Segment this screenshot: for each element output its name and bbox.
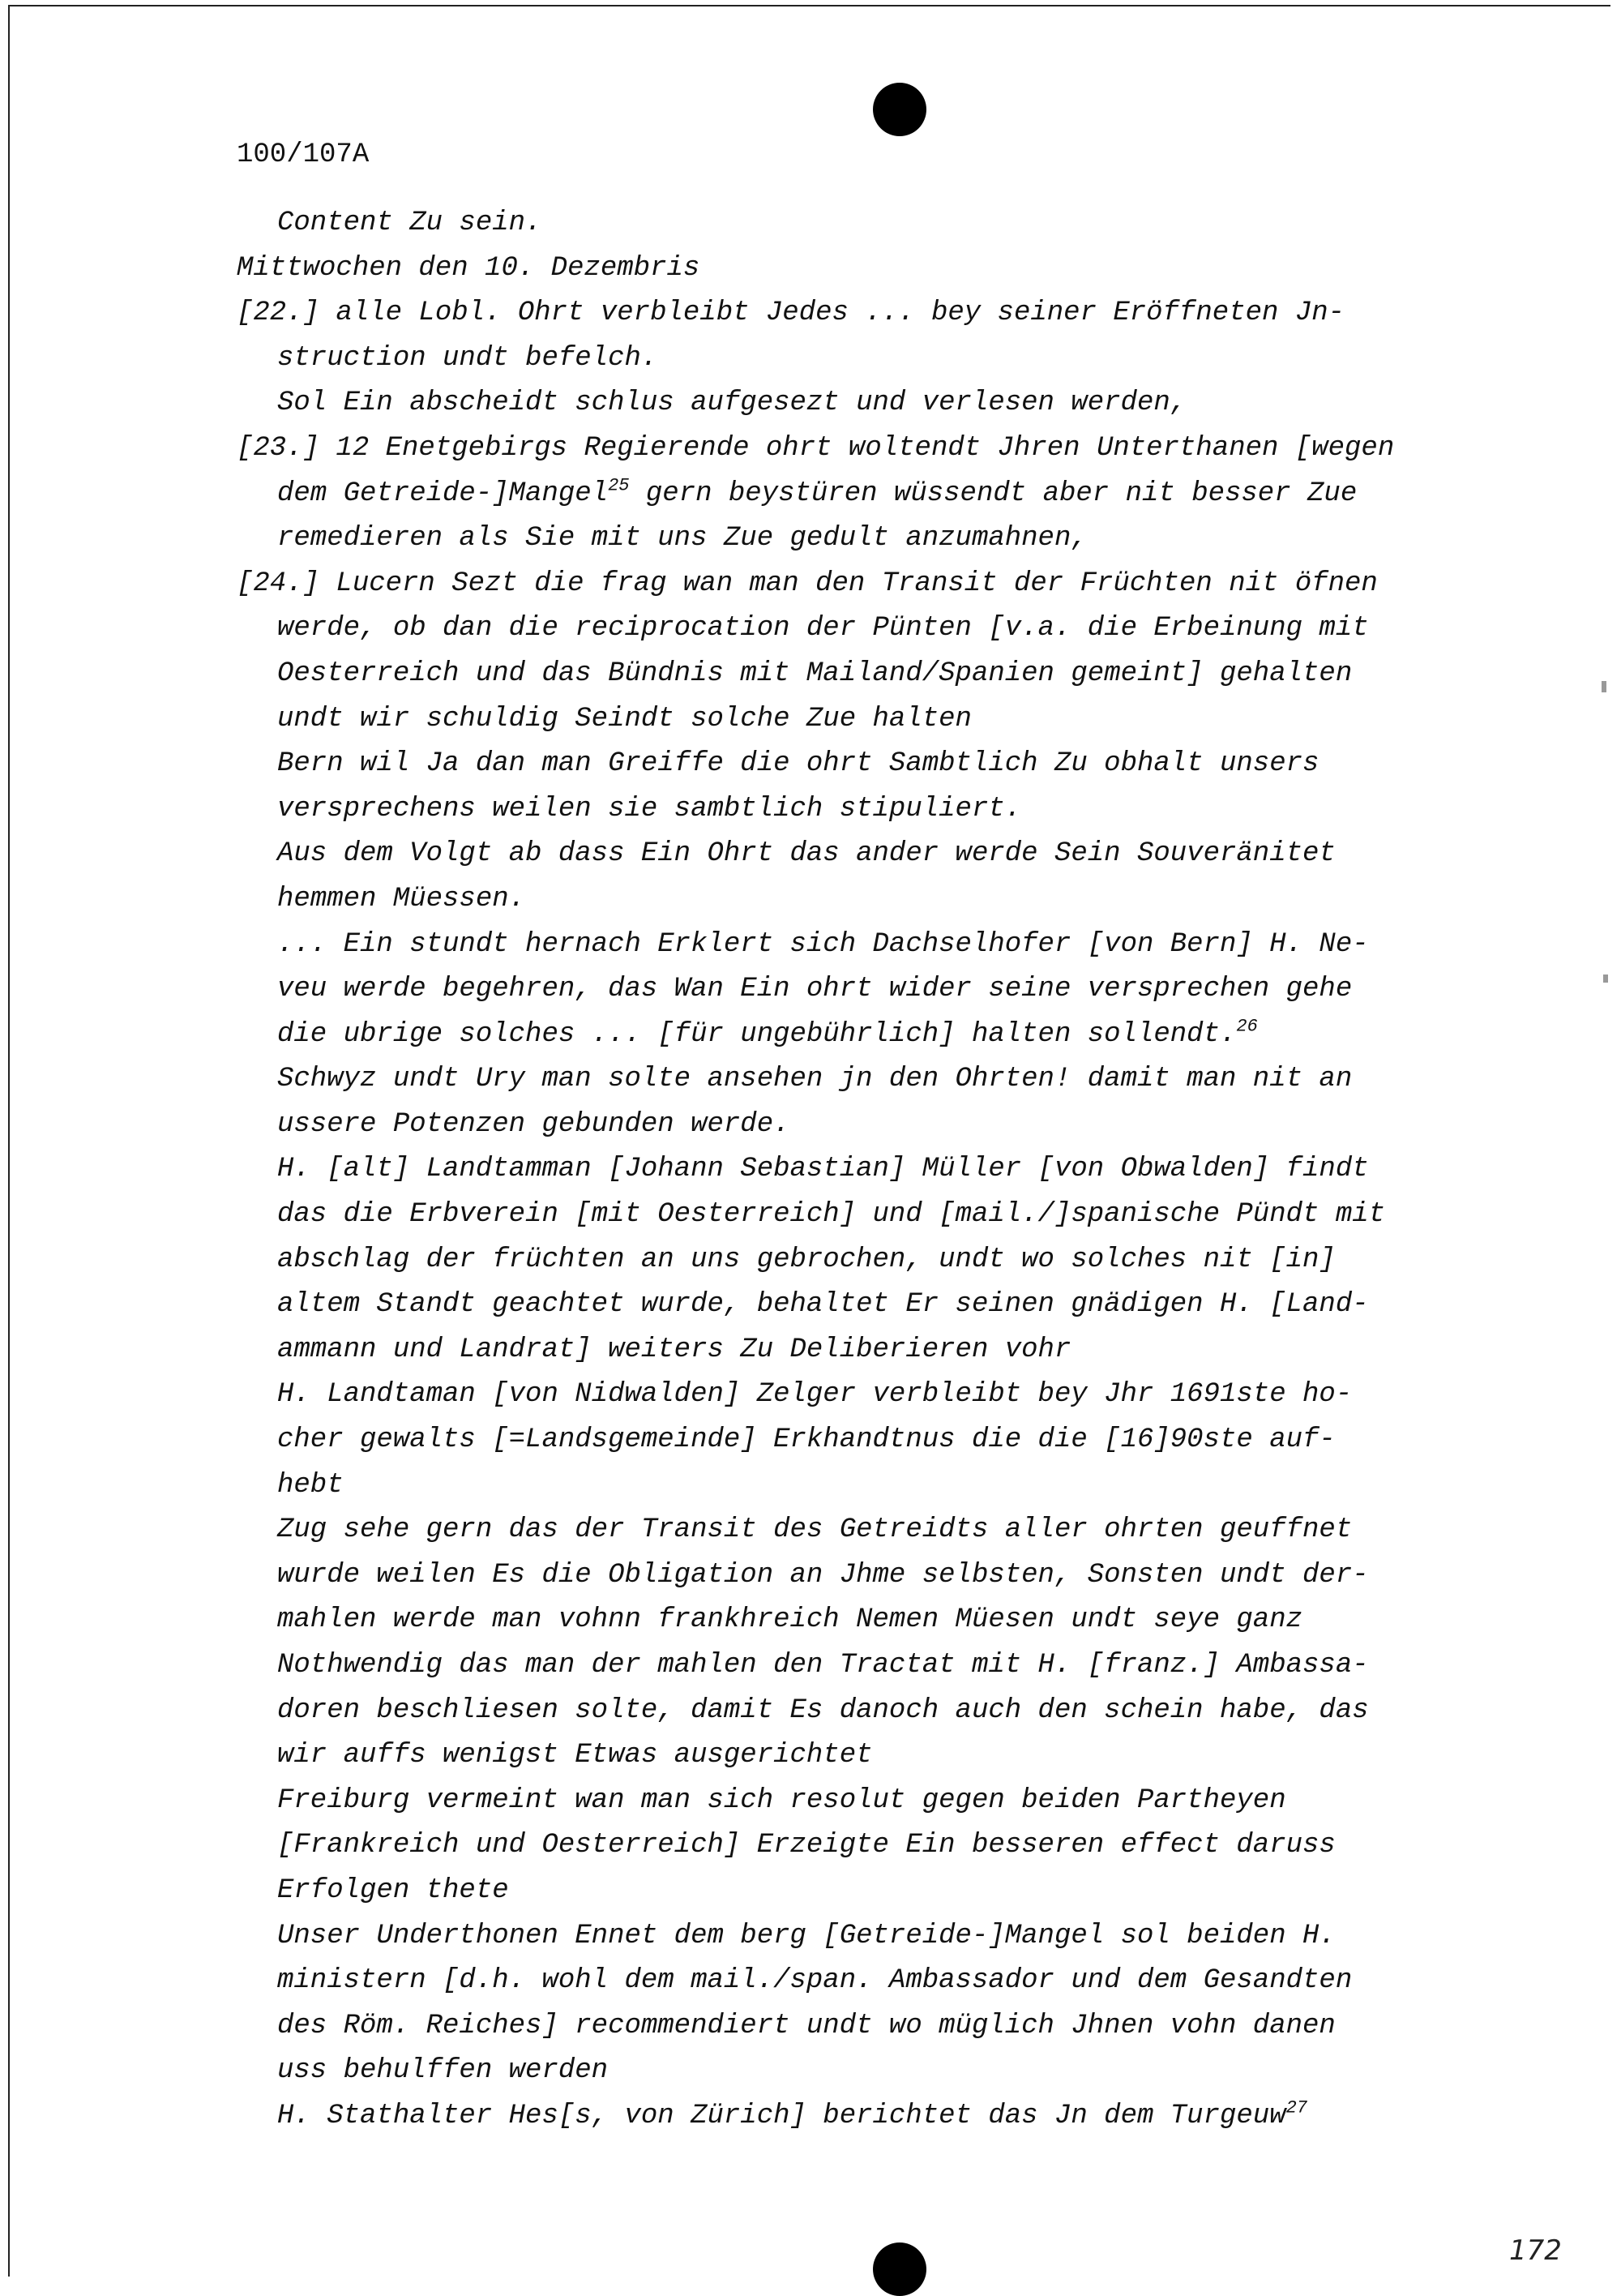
- line-text: veu werde begehren, das Wan Ein ohrt wider seine versprechen gehe: [277, 974, 1353, 1005]
- text-line: [237, 652, 1485, 697]
- text-line: [237, 1689, 1485, 1734]
- text-line: [237, 1373, 1485, 1418]
- footnote-marker: 25: [608, 475, 630, 496]
- document-reference: 100/107A: [237, 139, 370, 170]
- text-line: [237, 1508, 1485, 1553]
- text-line: [237, 1238, 1485, 1283]
- footnote-marker: 26: [1236, 1016, 1258, 1037]
- text-line: [237, 1823, 1485, 1869]
- text-line: [237, 832, 1485, 877]
- footnote-marker: 27: [1285, 2097, 1308, 2118]
- text-line: [237, 1103, 1485, 1148]
- text-line: [237, 1418, 1485, 1463]
- line-text: H. Landtaman [von Nidwalden] Zelger verbleibt bey Jhr 1691ste ho-: [277, 1379, 1353, 1411]
- text-line: [237, 606, 1485, 652]
- text-line: [237, 472, 1485, 517]
- text-line: [237, 562, 1485, 607]
- transcription-body: [237, 201, 1485, 2140]
- line-text: undt wir schuldig Seindt solche Zue halten: [277, 703, 972, 735]
- text-line: [237, 1914, 1485, 1960]
- text-line: [237, 2004, 1485, 2050]
- line-text: die ubrige solches ... [für ungebührlich] halten sollendt.: [277, 1018, 1237, 1050]
- text-line: [237, 1643, 1485, 1689]
- line-text: Schwyz undt Ury man solte ansehen jn den Ohrten! damit man nit an: [277, 1064, 1353, 1095]
- line-text: [22.] alle Lobl. Ohrt verbleibt Jedes ... bey seiner Eröffneten Jn-: [237, 298, 1345, 329]
- line-text: uss behulffen werden: [277, 2055, 609, 2087]
- line-text: abschlag der früchten an uns gebrochen, undt wo solches nit [in]: [277, 1244, 1336, 1275]
- line-text: Mittwochen den 10. Dezembris: [237, 252, 700, 284]
- text-line: [237, 1869, 1485, 1914]
- line-text: Bern wil Ja dan man Greiffe die ohrt Sambtlich Zu obhalt unsers: [277, 748, 1319, 780]
- line-text: Erfolgen thete: [277, 1874, 509, 1906]
- line-text: Aus dem Volgt ab dass Ein Ohrt das ander werde Sein Souveränitet: [277, 838, 1336, 870]
- line-text: ammann und Landrat] weiters Zu Deliberieren vohr: [277, 1334, 1071, 1365]
- text-line: [237, 1733, 1485, 1779]
- line-text: versprechens weilen sie sambtlich stipuliert.: [277, 793, 1022, 825]
- text-line: [237, 742, 1485, 787]
- text-line: [237, 516, 1485, 562]
- text-line: [237, 877, 1485, 923]
- text-line: [237, 1193, 1485, 1238]
- text-line: [237, 1147, 1485, 1193]
- text-line: [237, 1283, 1485, 1328]
- line-text: [Frankreich und Oesterreich] Erzeigte Ein besseren effect daruss: [277, 1830, 1336, 1861]
- line-text: remedieren als Sie mit uns Zue gedult anzumahnen,: [277, 523, 1088, 555]
- line-text: mahlen werde man vohnn frankhreich Nemen Müesen undt seye ganz: [277, 1604, 1303, 1636]
- text-line: [237, 1779, 1485, 1824]
- text-line: [237, 1598, 1485, 1643]
- line-text: ... Ein stundt hernach Erklert sich Dachselhofer [von Bern] H. Ne-: [277, 928, 1369, 960]
- folio-number: 172: [1509, 2234, 1562, 2267]
- punch-hole-top: [873, 83, 926, 136]
- line-text: Unser Underthonen Ennet dem berg [Getreide-]Mangel sol beiden H.: [277, 1920, 1336, 1951]
- text-line: [237, 1057, 1485, 1103]
- text-line: [237, 246, 1485, 292]
- line-text: ussere Potenzen gebunden werde.: [277, 1108, 790, 1140]
- line-text: [24.] Lucern Sezt die frag wan man den Transit der Früchten nit öfnen: [237, 568, 1378, 599]
- text-line: [237, 336, 1485, 382]
- text-line: [237, 1463, 1485, 1509]
- line-text: wurde weilen Es die Obligation an Jhme selbsten, Sonsten undt der-: [277, 1559, 1369, 1591]
- line-text: H. Stathalter Hes[s, von Zürich] berichtet das Jn dem Turgeuw: [277, 2100, 1286, 2131]
- text-line: [237, 1013, 1485, 1058]
- line-text: Freiburg vermeint wan man sich resolut gegen beiden Partheyen: [277, 1784, 1286, 1816]
- text-line: [237, 381, 1485, 426]
- line-text: struction undt befelch.: [277, 342, 658, 374]
- line-text: dem Getreide-]Mangel: [277, 478, 609, 509]
- line-text: wir auffs wenigst Etwas ausgerichtet: [277, 1740, 873, 1771]
- line-text: H. [alt] Landtamman [Johann Sebastian] Müller [von Obwalden] findt: [277, 1154, 1369, 1185]
- line-text: Oesterreich und das Bündnis mit Mailand/Spanien gemeint] gehalten: [277, 658, 1353, 689]
- text-line: [237, 291, 1485, 336]
- line-text: ministern [d.h. wohl dem mail./span. Ambassador und dem Gesandten: [277, 1965, 1353, 1997]
- text-line: [237, 2094, 1485, 2140]
- text-line: [237, 426, 1485, 472]
- text-line: [237, 787, 1485, 833]
- line-text: Sol Ein abscheidt schlus aufgesezt und verlesen werden,: [277, 388, 1187, 419]
- text-line: [237, 697, 1485, 743]
- line-text: doren beschliesen solte, damit Es danoch auch den schein habe, das: [277, 1694, 1369, 1726]
- scan-speck: [1603, 975, 1608, 983]
- line-text: hebt: [277, 1469, 344, 1501]
- line-text-continued: gern beystüren wüssendt aber nit besser Zue: [629, 478, 1358, 509]
- line-text: [23.] 12 Enetgebirgs Regierende ohrt woltendt Jhren Unterthanen [wegen: [237, 432, 1395, 464]
- text-line: [237, 2049, 1485, 2094]
- text-line: [237, 923, 1485, 968]
- line-text: cher gewalts [=Landsgemeinde] Erkhandtnus die die [16]90ste auf-: [277, 1424, 1336, 1456]
- line-text: werde, ob dan die reciprocation der Pünten [v.a. die Erbeinung mit: [277, 613, 1369, 645]
- line-text: Nothwendig das man der mahlen den Tractat mit H. [franz.] Ambassa-: [277, 1650, 1369, 1681]
- text-line: [237, 1959, 1485, 2004]
- line-text: altem Standt geachtet wurde, behaltet Er seinen gnädigen H. [Land-: [277, 1289, 1369, 1321]
- punch-hole-bottom: [873, 2242, 926, 2296]
- text-line: [237, 1553, 1485, 1599]
- text-line: [237, 1328, 1485, 1373]
- line-text: Content Zu sein.: [277, 208, 542, 238]
- line-text: des Röm. Reiches] recommendiert undt wo müglich Jhnen vohn danen: [277, 2010, 1336, 2041]
- text-line: [237, 201, 1485, 246]
- line-text: Zug sehe gern das der Transit des Getreidts aller ohrten geuffnet: [277, 1514, 1353, 1546]
- scan-speck: [1602, 681, 1606, 692]
- text-line: [237, 967, 1485, 1013]
- line-text: das die Erbverein [mit Oesterreich] und [mail./]spanische Pündt mit: [277, 1199, 1386, 1231]
- line-text: hemmen Müessen.: [277, 883, 526, 915]
